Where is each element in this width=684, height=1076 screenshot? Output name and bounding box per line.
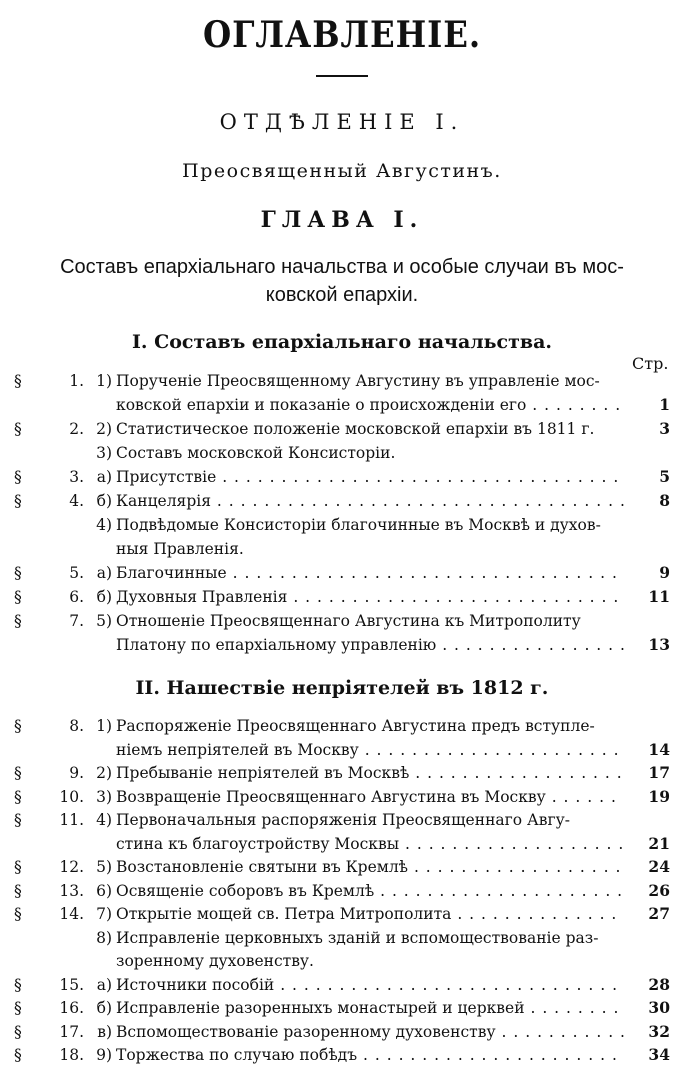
sub-number: 5) bbox=[96, 858, 112, 876]
section-mark: § bbox=[14, 420, 22, 438]
sub-number: 4) bbox=[96, 811, 112, 829]
section-mark: § bbox=[14, 1046, 22, 1064]
section-mark: § bbox=[14, 717, 22, 735]
entry-text: стина къ благоустройству Москвы . . . bbox=[116, 833, 624, 855]
entry-text: Распоряженіе Преосвященнаго Августина предъ вступле- bbox=[116, 717, 595, 735]
toc-entry bbox=[0, 997, 684, 1019]
page-number: 1 bbox=[659, 395, 670, 414]
entry-text: Пребываніе непріятелей въ Москвѣ . . . bbox=[116, 762, 624, 784]
entry-text: Благочинные . . . bbox=[116, 562, 624, 584]
paragraph-number: 15. bbox=[59, 975, 84, 994]
toc-entry bbox=[0, 514, 684, 536]
page-number: 5 bbox=[659, 467, 670, 486]
paragraph-number: 17. bbox=[59, 1022, 84, 1041]
entry-text: ныя Правленія. bbox=[116, 540, 244, 558]
sub-number: 1) bbox=[96, 717, 112, 735]
section-mark: § bbox=[14, 1022, 22, 1041]
entry-text: Вспомоществованіе разоренному духовенству . . . bbox=[116, 1021, 624, 1043]
entry-text: Открытіе мощей св. Петра Митрополита . . . bbox=[116, 903, 624, 925]
toc-entry bbox=[0, 927, 684, 949]
chapter-heading: ГЛАВА I. bbox=[260, 207, 424, 233]
toc-entry bbox=[0, 833, 684, 855]
toc-entry bbox=[0, 950, 684, 972]
page-title: ОГЛАВЛЕНІЕ. bbox=[202, 14, 482, 56]
entry-text: Освященіе соборовъ въ Кремлѣ . . . bbox=[116, 880, 624, 902]
entry-text: Платону по епархіальному управленію . . . bbox=[116, 634, 624, 656]
toc-entry bbox=[0, 610, 684, 632]
page-number: 13 bbox=[648, 635, 670, 654]
section-mark: § bbox=[14, 905, 22, 923]
page-number: 8 bbox=[659, 491, 670, 510]
paragraph-number: 11. bbox=[59, 811, 84, 829]
sub-number: 5) bbox=[96, 612, 112, 630]
entry-text: Присутствіе . . . bbox=[116, 466, 624, 488]
sub-number: 1) bbox=[96, 372, 112, 390]
entry-text: зоренному духовенству. bbox=[116, 952, 314, 970]
entry-text: Отношеніе Преосвященнаго Августина къ Митрополиту bbox=[116, 612, 581, 630]
entry-text: Источники пособій . . . bbox=[116, 974, 624, 996]
person-heading: Преосвященный Августинъ. bbox=[182, 160, 502, 182]
sub-number: а) bbox=[96, 564, 112, 582]
paragraph-number: 9. bbox=[69, 764, 84, 782]
sub-number: 6) bbox=[96, 881, 112, 900]
page-number: 14 bbox=[648, 739, 670, 759]
sub-number: 4) bbox=[96, 516, 112, 534]
page-number: 24 bbox=[648, 857, 670, 876]
toc-entry bbox=[0, 370, 684, 392]
page-number: 28 bbox=[648, 974, 670, 994]
toc-entry bbox=[0, 490, 684, 512]
part-1-heading: I. Составъ епархіальнаго начальства. bbox=[131, 331, 553, 353]
toc-entry bbox=[0, 903, 684, 925]
section-mark: § bbox=[14, 468, 22, 486]
sub-number: 8) bbox=[96, 928, 112, 947]
toc-entry bbox=[0, 586, 684, 608]
section-mark: § bbox=[14, 787, 22, 806]
entry-text: Возстановленіе святыни въ Кремлѣ . . . bbox=[116, 856, 624, 878]
sub-number: 9) bbox=[96, 1046, 112, 1064]
entry-text: Порученіе Преосвященному Августину въ управленіе мос- bbox=[116, 372, 600, 390]
toc-entry bbox=[0, 466, 684, 488]
section-mark: § bbox=[14, 975, 22, 994]
page-number: 27 bbox=[648, 904, 670, 923]
sub-number: 3) bbox=[96, 444, 112, 462]
page-number: 32 bbox=[648, 1021, 670, 1041]
entry-text: Духовныя Правленія . . . bbox=[116, 586, 624, 608]
toc-entry bbox=[0, 562, 684, 584]
entry-text: Первоначальныя распоряженія Преосвященнаго Авгу- bbox=[116, 811, 570, 829]
page-number: 3 bbox=[659, 419, 670, 438]
sub-number: 2) bbox=[96, 420, 112, 438]
paragraph-number: 7. bbox=[69, 612, 84, 630]
entry-text: ковской епархіи и показаніе о происхожденіи его . . . bbox=[116, 394, 624, 416]
paragraph-number: 16. bbox=[59, 999, 84, 1017]
sub-number: б) bbox=[96, 999, 112, 1017]
sub-number: 2) bbox=[96, 764, 112, 782]
part-2-heading: II. Нашествіе непріятелей въ 1812 г. bbox=[135, 677, 549, 699]
paragraph-number: 1. bbox=[69, 372, 84, 390]
section-mark: § bbox=[14, 881, 22, 900]
page-number: 17 bbox=[648, 763, 670, 782]
section-heading: ОТДѢЛЕНІЕ I. bbox=[219, 110, 465, 134]
entry-text: Возвращеніе Преосвященнаго Августина въ Москву . . . bbox=[116, 786, 624, 808]
page-number: 34 bbox=[648, 1045, 670, 1064]
entry-text: Канцелярія . . . bbox=[116, 490, 624, 512]
paragraph-number: 12. bbox=[59, 858, 84, 876]
toc-entry bbox=[0, 634, 684, 656]
toc-entry bbox=[0, 715, 684, 737]
section-mark: § bbox=[14, 999, 22, 1017]
section-mark: § bbox=[14, 564, 22, 582]
toc-entry bbox=[0, 538, 684, 560]
paragraph-number: 5. bbox=[69, 564, 84, 582]
page-number: 19 bbox=[648, 786, 670, 806]
sub-number: б) bbox=[96, 492, 112, 510]
sub-number: 7) bbox=[96, 905, 112, 923]
section-mark: § bbox=[14, 588, 22, 606]
paragraph-number: 4. bbox=[69, 492, 84, 510]
sub-number: б) bbox=[96, 588, 112, 606]
page-number: 9 bbox=[659, 563, 670, 582]
entry-text: Статистическое положеніе московской епархіи въ 1811 г. bbox=[116, 420, 595, 438]
chapter-subtitle-line-1: Составъ епархіальнаго начальства и особые случаи въ мос- bbox=[60, 256, 624, 278]
entry-text: Торжества по случаю побѣдъ . . . bbox=[116, 1044, 624, 1066]
paragraph-number: 18. bbox=[59, 1046, 84, 1064]
page-number: 30 bbox=[648, 998, 670, 1017]
toc-entry bbox=[0, 739, 684, 761]
entry-text: Исправленіе разоренныхъ монастырей и церквей . . . bbox=[116, 997, 624, 1019]
paragraph-number: 2. bbox=[69, 420, 84, 438]
toc-entry bbox=[0, 394, 684, 416]
sub-number: 3) bbox=[96, 787, 112, 806]
toc-entry bbox=[0, 786, 684, 808]
toc-entry bbox=[0, 1021, 684, 1043]
entry-text: Подвѣдомые Консисторіи благочинные въ Москвѣ и духов- bbox=[116, 516, 601, 534]
toc-entry bbox=[0, 856, 684, 878]
section-mark: § bbox=[14, 764, 22, 782]
sub-number: а) bbox=[96, 468, 112, 486]
paragraph-number: 8. bbox=[69, 717, 84, 735]
page-number: 26 bbox=[648, 880, 670, 900]
entry-text: Составъ московской Консисторіи. bbox=[116, 444, 396, 462]
entry-text: ніемъ непріятелей въ Москву . . . bbox=[116, 739, 624, 761]
section-mark: § bbox=[14, 372, 22, 390]
toc-entry bbox=[0, 762, 684, 784]
title-divider bbox=[316, 75, 368, 77]
entry-text: Исправленіе церковныхъ зданій и вспомоществованіе раз- bbox=[116, 928, 599, 947]
section-mark: § bbox=[14, 612, 22, 630]
chapter-subtitle-line-2: ковской епархіи. bbox=[265, 284, 419, 306]
section-mark: § bbox=[14, 811, 22, 829]
paragraph-number: 6. bbox=[69, 588, 84, 606]
paragraph-number: 14. bbox=[59, 905, 84, 923]
page-number: 21 bbox=[648, 833, 670, 853]
paragraph-number: 10. bbox=[59, 787, 84, 806]
toc-entry bbox=[0, 1044, 684, 1066]
page-number: 11 bbox=[648, 587, 670, 606]
section-mark: § bbox=[14, 858, 22, 876]
toc-entry bbox=[0, 418, 684, 440]
toc-entry bbox=[0, 442, 684, 464]
toc-entry bbox=[0, 880, 684, 902]
section-mark: § bbox=[14, 492, 22, 510]
paragraph-number: 13. bbox=[59, 881, 84, 900]
sub-number: а) bbox=[96, 975, 112, 994]
toc-entry bbox=[0, 809, 684, 831]
sub-number: в) bbox=[97, 1022, 112, 1041]
page-column-label: Стр. bbox=[632, 354, 669, 373]
paragraph-number: 3. bbox=[69, 468, 84, 486]
toc-entry bbox=[0, 974, 684, 996]
